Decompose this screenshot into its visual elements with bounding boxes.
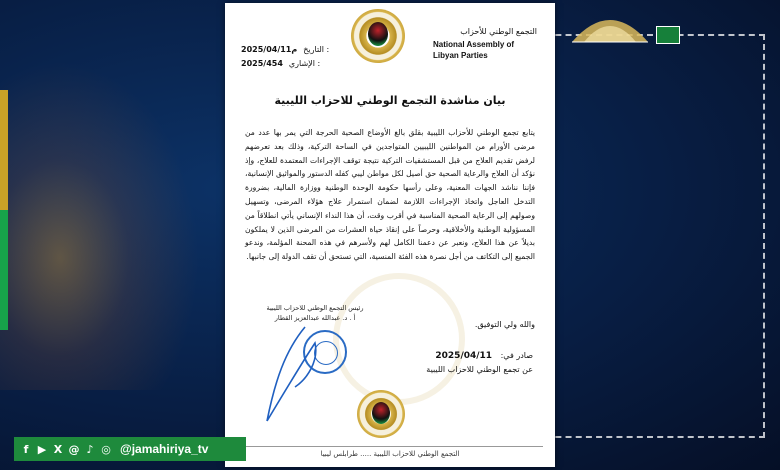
document-meta <box>241 43 329 71</box>
issued-by: عن تجمع الوطني للاحزاب الليبية <box>426 365 533 374</box>
signatory: رئيس التجمع الوطني للاحزاب الليبية أ . د. عبدالله عبدالعزيز القطار <box>266 304 364 322</box>
party-logo <box>351 9 405 63</box>
footer-logo <box>357 390 405 438</box>
footer-text: التجمع الوطني للاحزاب الليبية ..... طرابلس ليبيا <box>320 450 460 458</box>
tiktok-icon[interactable]: ♪ <box>86 442 94 456</box>
gold-stripe <box>0 90 8 210</box>
header-arabic: التجمع الوطني للأحزاب <box>460 27 537 36</box>
issued-date: 2025/04/11 <box>435 351 493 361</box>
date-label: التاريخ : <box>303 45 330 54</box>
issued-label: صادر في: <box>500 351 533 360</box>
social-bar <box>14 437 246 461</box>
facebook-icon[interactable]: f <box>23 442 29 456</box>
green-stripe <box>0 210 8 330</box>
instagram-icon[interactable]: ◎ <box>101 442 111 456</box>
dome-emblem-icon <box>570 4 650 44</box>
footer-divider <box>237 446 543 447</box>
flag-icon <box>656 26 680 44</box>
document-title: بيان مناشدة التجمع الوطني للاحزاب الليبية <box>274 94 506 107</box>
dashed-frame <box>535 34 765 438</box>
threads-icon[interactable]: @ <box>68 442 80 456</box>
closing-line: والله ولي التوفيق. <box>474 320 535 329</box>
youtube-icon[interactable]: ▶ <box>37 442 47 456</box>
document-body: يتابع تجمع الوطني للأحزاب الليبية بقلق بالغ الأوضاع الصحية الحرجة التي يمر بها عدد من مرضى الأورام من المواطنين الليبيين المتواجدين في الساحة التركية، وذلك بعد تعرضهم لرفض تقديم العلاج من قبل المستشفيات التركية نتيجة توقف الإجراءات المعتمدة للعلاج، وإذ نؤكد أن العلاج والرعاية الصحية حق أصيل لكل مواطن ليبي كفله الدستور والمواثيق الإنسانية، فإننا نناشد الجهات المعنية، وعلى رأسها حكومة الوحدة الوطنية ووزارة المالية، بضرورة التدخل العاجل واتخاذ الإجراءات اللازمة لضمان استمرار علاج هؤلاء المرضى، وتسهيل وصولهم إلى الرعاية الصحية المناسبة في أقرب وقت، أن هذا النداء الإنساني يأتي انطلاقاً من المسؤولية الوطنية والأخلاقية، وحرصاً على إنقاذ حياة العشرات من المرضى الذين لا يملكون بديلاً عن هذا العلاج، ونعبر عن دعمنا الكامل لهم ولأسرهم في هذه المحنة المؤلمة، وندعو الجميع إلى التكاتف من أجل نصرة هذه الفئة المنسية، التي تستحق أن تقف الدولة إلى جانبها. <box>245 128 535 262</box>
social-handle[interactable]: @jamahiriya_tv <box>120 442 209 456</box>
x-icon[interactable]: X <box>53 442 63 456</box>
signature <box>245 321 355 431</box>
background-glow <box>0 60 200 390</box>
date-value: 2025/04/11م <box>241 45 298 54</box>
reference-value: 2025/454 <box>241 59 283 68</box>
statement-document <box>225 3 555 467</box>
reference-label: الإشاري : <box>288 59 321 68</box>
header-english: National Assembly of Libyan Parties <box>433 40 515 60</box>
issued-block <box>426 349 533 377</box>
